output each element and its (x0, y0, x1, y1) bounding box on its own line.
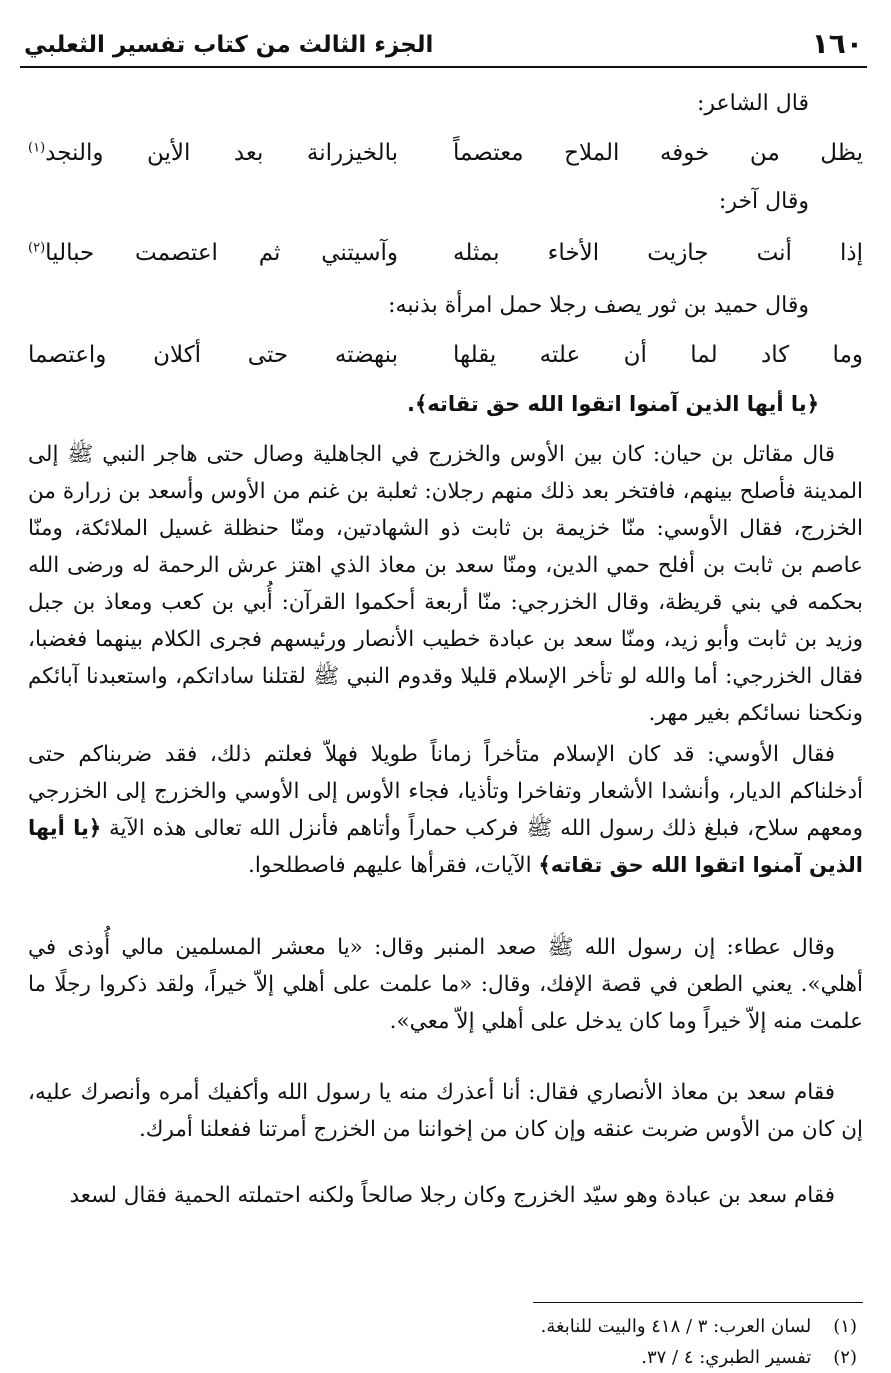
footnote-divider (533, 1302, 863, 1303)
footnote-1 (28, 1311, 857, 1342)
verse-2-hemistich-1: إذا أنت جازيت الأخاء بمثله (453, 240, 863, 266)
footnote-number: (١) (833, 1316, 857, 1337)
footnote-text: لسان العرب: ٣ / ٤١٨ والبيت للنابغة. (540, 1316, 812, 1337)
poem-verse-1 (28, 140, 863, 176)
verse-3-hemistich-2: بنهضته حتى أكلان واعتصما (28, 342, 398, 368)
footnote-number: (٢) (833, 1347, 857, 1368)
running-title: الجزء الثالث من كتاب تفسير الثعلبي (24, 32, 434, 58)
paragraph-5: فقام سعد بن عبادة وهو سيّد الخزرج وكان رجلا صالحاً ولكنه احتملته الحمية فقال لسعد (69, 1183, 835, 1208)
verse-2-hemistich-2-text: وآسيتني ثم اعتصمت حباليا (45, 240, 398, 266)
verse-1-hemistich-1: يظل من خوفه الملاح معتصماً (453, 140, 863, 166)
footnote-2 (28, 1342, 857, 1373)
quran-quote: ﴿يا أيها الذين آمنوا اتقوا الله حق تقاته﴾ (28, 816, 863, 877)
verse-1-hemistich-2 (28, 140, 398, 166)
verse-heading (28, 388, 819, 420)
ornate-bracket-open: ﴿ (806, 392, 819, 416)
ornate-bracket-close: ﴾ (414, 392, 428, 416)
poem-intro-3: وقال حميد بن ثور يصف رجلا حمل امرأة بذنبه: (388, 293, 809, 318)
footnote-ref-2: (٢) (28, 240, 46, 256)
footnotes (28, 1311, 857, 1373)
paragraph-2-text: فقال الأوسي: قد كان الإسلام متأخراً زماناً طويلا فهلاّ فعلتم ذلك، فقد ضربناكم حتى أدخلناكم الديار، وأنشدا الأشعار وتفاخرا وتأذيا، فجاء الأوس إلى الأوسي والخزرج إلى الخزرجي ومعهم سلاح، فبلغ ذلك رسول الله ﷺ فركب حماراً وأتاهم فأنزل الله تعالى هذه الآية (28, 742, 863, 841)
verse-1-hemistich-2-text: بالخيزرانة بعد الأين والنجد (45, 140, 398, 166)
verse-heading-end: . (406, 392, 415, 416)
verse-3-hemistich-1: وما كاد لما أن علته يقلها (453, 342, 863, 368)
footnote-text: تفسير الطبري: ٤ / ٣٧. (641, 1347, 812, 1368)
poem-intro-2: وقال آخر: (718, 189, 809, 214)
verse-heading-text: يا أيها الذين آمنوا اتقوا الله حق تقاته (427, 392, 807, 416)
paragraph-2 (28, 736, 863, 884)
page-number: ١٦٠ (811, 27, 863, 60)
page-header (20, 26, 867, 68)
poem-intro-1: قال الشاعر: (696, 91, 809, 116)
paragraph-4: فقام سعد بن معاذ الأنصاري فقال: أنا أعذرك منه يا رسول الله وأكفيك أمره وأنصرك عليه، إن كان من الأوس ضربت عنقه وإن كان من إخواننا من الخزرج أمرتنا ففعلنا أمرك. (28, 1080, 863, 1142)
verse-2-hemistich-2 (28, 240, 398, 266)
footnote-ref-1: (١) (28, 140, 46, 156)
poem-verse-3 (28, 342, 863, 378)
poem-verse-2 (28, 240, 863, 276)
paragraph-2-end: الآيات، فقرأها عليهم فاصطلحوا. (248, 853, 539, 878)
paragraph-3: وقال عطاء: إن رسول الله ﷺ صعد المنبر وقال: «يا معشر المسلمين مالي أُوذى في أهلي». يعني الطعن في قصة الإفك، وقال: «ما علمت على أهلي إلاّ خيراً، ولقد ذكروا رجلًا ما علمت منه إلاّ خيراً وما كان يدخل على أهلي إلاّ معي». (28, 935, 863, 1034)
paragraph-1: قال مقاتل بن حيان: كان بين الأوس والخزرج في الجاهلية وصال حتى هاجر النبي ﷺ إلى المدينة فأصلح بينهم، فافتخر بعد ذلك منهم رجلان: ثعلبة بن غنم من الأوس وأسعد بن زرارة من الخزرج، فقال الأوسي: منّا خزيمة بن ثابت ذو الشهادتين، ومنّا حنظلة غسيل الملائكة، ومنّا عاصم بن ثابت بن أفلح حمي الدين، ومنّا سعد بن معاذ الذي اهتز عرش الرحمة له ورضى الله بحكمه في بني قريظة، وقال الخزرجي: منّا أربعة أحكموا القرآن: أُبي بن كعب ومعاذ بن جبل وزيد بن ثابت وأبو زيد، ومنّا سعد بن عبادة خطيب الأنصار ورئيسهم فجرى الكلام بينهما فغضبا، فقال الخزرجي: أما والله لو تأخر الإسلام قليلا وقدوم النبي ﷺ لقتلنا ساداتكم، واستعبدنا آبائكم ونكحنا نسائكم بغير مهر. (28, 442, 863, 726)
